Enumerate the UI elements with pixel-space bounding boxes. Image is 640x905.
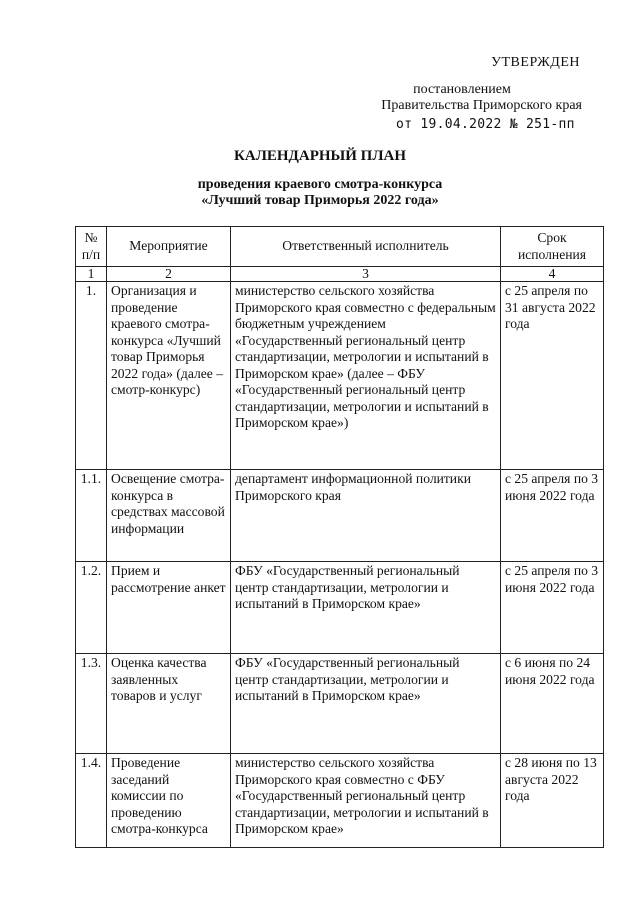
row-number: 1.4. xyxy=(76,754,107,848)
row-responsible: министерство сельского хозяйства Приморского края совместно с ФБУ «Государственный региональный центр стандартизации, метрологии и испытаний в Приморском крае» xyxy=(231,754,501,848)
row-number: 1. xyxy=(76,282,107,470)
col-number-3: 3 xyxy=(231,267,501,282)
table-row xyxy=(76,654,604,754)
row-responsible: министерство сельского хозяйства Приморского края совместно с федеральным бюджетным учреждением «Государственный региональный центр стандартизации, метрологии и испытаний в Приморском крае» (далее – ФБУ «Государственный региональный центр стандартизации, метрологии и испытаний в Приморском крае») xyxy=(231,282,501,470)
col-number-4: 4 xyxy=(501,267,604,282)
row-responsible: департамент информационной политики Приморского края xyxy=(231,470,501,562)
row-deadline: с 25 апреля по 3 июня 2022 года xyxy=(501,470,604,562)
document-subtitle-2: «Лучший товар Приморья 2022 года» xyxy=(201,193,439,208)
row-responsible: ФБУ «Государственный региональный центр стандартизации, метрологии и испытаний в Приморском крае» xyxy=(231,654,501,754)
approval-date-stamp: от 19.04.2022 № 251-пп xyxy=(396,117,575,132)
table-row xyxy=(76,470,604,562)
calendar-plan-table xyxy=(75,226,604,848)
table-row xyxy=(76,282,604,470)
col-number-2: 2 xyxy=(107,267,231,282)
header-deadline: Срок исполнения xyxy=(501,227,604,267)
table-row xyxy=(76,754,604,848)
document-subtitle-1: проведения краевого смотра-конкурса xyxy=(197,177,443,192)
header-event: Мероприятие xyxy=(107,227,231,267)
row-number: 1.3. xyxy=(76,654,107,754)
row-responsible: ФБУ «Государственный региональный центр стандартизации, метрологии и испытаний в Приморском крае» xyxy=(231,562,501,654)
row-number: 1.2. xyxy=(76,562,107,654)
col-number-1: 1 xyxy=(76,267,107,282)
row-deadline: с 25 апреля по 3 июня 2022 года xyxy=(501,562,604,654)
row-deadline: с 6 июня по 24 июня 2022 года xyxy=(501,654,604,754)
header-responsible: Ответственный исполнитель xyxy=(231,227,501,267)
row-event: Проведение заседаний комиссии по проведению смотра-конкурса xyxy=(107,754,231,848)
row-event: Организация и проведение краевого смотра-конкурса «Лучший товар Приморья 2022 года» (далее – смотр-конкурс) xyxy=(107,282,231,470)
table-row xyxy=(76,562,604,654)
approval-heading: УТВЕРЖДЕН xyxy=(491,55,580,70)
row-deadline: с 25 апреля по 31 августа 2022 года xyxy=(501,282,604,470)
approval-line-government: Правительства Приморского края xyxy=(381,98,582,113)
row-deadline: с 28 июня по 13 августа 2022 года xyxy=(501,754,604,848)
row-event: Оценка качества заявленных товаров и услуг xyxy=(107,654,231,754)
header-number: № п/п xyxy=(76,227,107,267)
row-event: Освещение смотра-конкурса в средствах массовой информации xyxy=(107,470,231,562)
document-title: КАЛЕНДАРНЫЙ ПЛАН xyxy=(233,148,407,164)
row-number: 1.1. xyxy=(76,470,107,562)
column-number-row xyxy=(76,267,604,282)
table-header-row xyxy=(76,227,604,267)
approval-line-resolution: постановлением xyxy=(413,82,511,97)
row-event: Прием и рассмотрение анкет xyxy=(107,562,231,654)
